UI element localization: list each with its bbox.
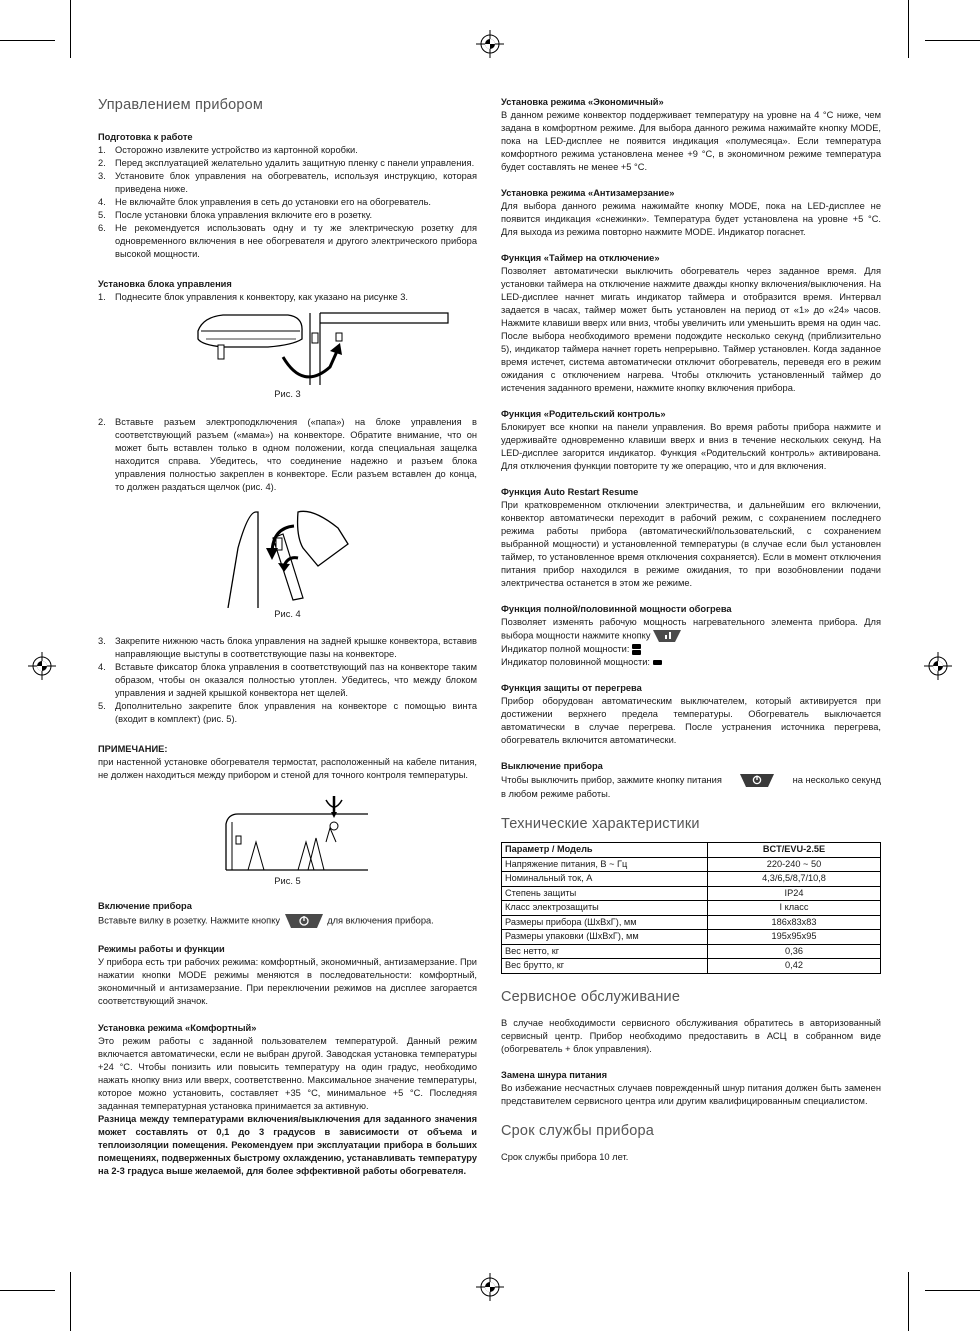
restart-heading: Функция Auto Restart Resume	[501, 487, 639, 497]
left-column	[98, 96, 477, 1178]
half-power-indicator: Индикатор половинной мощности:	[501, 656, 881, 669]
list-item: 3. Закрепите нижнюю часть блока управления на задней крышке конвектора, вставив направляющие выступы в соответствующие пазы на конвекторе.	[98, 636, 477, 659]
install-list-3	[98, 635, 477, 726]
figure-5-illustration	[98, 792, 477, 872]
list-item: 5. Дополнительно закрепите блок управления на конвекторе с помощью винта (входит в комплект) (рис. 5).	[98, 701, 477, 724]
figure-3	[98, 309, 477, 401]
service-title: Сервисное обслуживание	[501, 988, 681, 1005]
crop-mark	[70, 1272, 71, 1331]
note-heading: ПРИМЕЧАНИЕ:	[98, 744, 168, 754]
table-row: Номинальный ток, А 4,3/6,5/8,7/10,8	[502, 872, 881, 887]
full-power-indicator: Индикатор полной мощности:	[501, 643, 881, 656]
page-title: Управлением прибором	[98, 97, 264, 113]
table-row: Вес брутто, кг 0,42	[502, 959, 881, 974]
crop-mark	[70, 0, 71, 58]
table-header-row	[502, 843, 881, 858]
figure-4-caption: Рис. 4	[274, 609, 301, 619]
power-off-text: Чтобы выключить прибор, зажмите кнопку питания на несколько секунд	[501, 773, 881, 788]
overheat-text: Прибор оборудован автоматическим выключателем, который активируется при достижении верхнего предела температуры. Обогреватель выключается автоматически в случае перегрева. После устранения источника перегрева, обогреватель включится автоматически.	[501, 696, 881, 745]
eco-text: В данном режиме конвектор поддерживает температуру на уровне на 4 °C ниже, чем задана в комфортном режиме. Для выбора данного режима нажимайте кнопку MODE, пока на LED-дисплее не появится индикация «полумесяца». Если температура комфортного режима установлена менее +9 °C, в экономичном режиме температура будет составлять не менее +5 °C.	[501, 110, 881, 172]
registration-mark-icon	[28, 652, 56, 680]
list-item: 4. Не включайте блок управления в сеть до установки его на обогреватель.	[98, 197, 431, 207]
list-item: 1. Поднесите блок управления к конвектору, как указано на рисунке 3.	[98, 292, 409, 302]
install-list-1	[98, 291, 477, 304]
crop-mark	[908, 1272, 909, 1331]
table-row: Напряжение питания, В ~ Гц 220-240 ~ 50	[502, 857, 881, 872]
figure-4	[98, 508, 477, 624]
service-text: В случае необходимости сервисного обслуживания обратитесь в авторизованный сервисный центр. Прибор необходимо предоставить в АСЦ в собранном виде (обогреватель + блок управления).	[501, 1017, 881, 1054]
prep-list	[98, 144, 477, 261]
table-row: Вес нетто, кг 0,36	[502, 944, 881, 959]
figure-4-illustration	[98, 508, 477, 608]
crop-mark	[0, 1290, 55, 1291]
list-item: 3. Установите блок управления на обогреватель, используя инструкцию, которая приведена ниже.	[98, 171, 477, 194]
timer-heading: Функция «Таймер на отключение»	[501, 253, 660, 263]
parental-text: Блокирует все кнопки на панели управления. Во время работы прибора нажмите и удерживайте одновременно клавиши вверх и вниз в течение нескольких секунд. На LED-дисплее загорится индикатор. Функция «Родительский контроль» активирована. Для отключения функции повторите ту же операцию, что и для включения.	[501, 422, 881, 471]
power-level-heading: Функция полной/половинной мощности обогрева	[501, 604, 732, 614]
lifetime-text: Срок службы прибора 10 лет.	[501, 1151, 629, 1162]
figure-5-caption: Рис. 5	[274, 876, 301, 886]
list-item: 2. Перед эксплуатацией желательно удалить защитную пленку с панели управления.	[98, 158, 475, 168]
specs-title: Технические характеристики	[501, 816, 700, 832]
prep-heading: Подготовка к работе	[98, 132, 193, 142]
comfort-bold-text: Разница между температурами включения/выключения для заданного значения может составлять от 0,1 до 3 градусов в зависимости от объема и теплоизоляции помещения. Рекомендуем при эксплуатации прибора в больших помещениях, подверженных быстрому охлаждению, устанавливать температуру на 2-3 градуса выше желаемой, для более эффективной работы обогревателя.	[98, 1114, 477, 1176]
figure-3-caption: Рис. 3	[274, 389, 301, 399]
full-power-indicator-icon	[632, 644, 641, 656]
list-item: 1. Осторожно извлеките устройство из картонной коробки.	[98, 145, 358, 155]
power-on-text: Вставьте вилку в розетку. Нажмите кнопку для включения прибора.	[98, 913, 477, 929]
power-level-text: Позволяет изменять рабочую мощность нагревательного элемента прибора. Для выбора мощности нажмите кнопку	[501, 616, 881, 643]
registration-mark-icon	[476, 1273, 504, 1301]
comfort-heading: Установка режима «Комфортный»	[98, 1023, 257, 1033]
lifetime-title: Срок службы прибора	[501, 1122, 655, 1139]
list-item: 5. После установки блока управления включите его в розетку.	[98, 210, 373, 220]
figure-5	[98, 792, 477, 888]
crop-mark	[908, 0, 909, 58]
power-off-text-2: в любом режиме работы.	[501, 789, 611, 799]
cord-heading: Замена шнура питания	[501, 1069, 608, 1080]
table-row: Степень защиты IP24	[502, 886, 881, 901]
table-header-cell: BCT/EVU-2.5E	[708, 843, 881, 858]
power-button-icon	[285, 913, 323, 929]
install-heading: Установка блока управления	[98, 279, 232, 289]
crop-mark	[0, 40, 55, 41]
half-power-indicator-icon	[653, 660, 662, 666]
note-text: при настенной установке обогревателя термостат, расположенный на кабеле питания, не должен находиться между прибором и стеной для точного контроля температуры.	[98, 757, 477, 780]
timer-text: Позволяет автоматически выключить обогреватель через заданное время. Для установки таймера на отключение нажмите дважды кнопку включения/выключения. На LED-дисплее начнет мигать индикатор таймера и отобразится время. Интервал задается в часах, таймер может быть установлен на период от «1» до «24» часов. Нажмите клавиши вверх или вниз, чтобы увеличить или уменьшить время на один час. После выбора необходимого времени подождите несколько секунд (приблизительно 5), индикатор таймера начнет гореть непрерывно. Таймер установлен. Когда заданное время истечет, система автоматически отключит обогреватель, переведя его в режим ожидания с отключением нагрева. Чтобы отключить установленный таймер до истечения заданного времени, нажмите кнопку включения прибора.	[501, 266, 881, 393]
comfort-text: Это режим работы с заданной пользователем температурой. Данный режим включается автоматически, если не выбран другой. Заводская установка температуры +24 °C. Чтобы понизить или повысить температуру на один градус, необходимо нажать кнопку вниз или вверх, соответственно. Максимальное значение температуры, которое можно установить, составляет +35 °C, минимальное +5 °C. Последняя заданная температурная установка принимается за активную.	[98, 1036, 477, 1111]
power-off-heading: Выключение прибора	[501, 761, 603, 771]
antifreeze-text: Для выбора данного режима нажимайте кнопку MODE, пока на LED-дисплее не появится индикация «снежинки». Температура будет установлена на уровне +5 °C. Для выхода из режима повторно нажмите MODE. Индикатор погаснет.	[501, 201, 881, 237]
list-item: 6. Не рекомендуется использовать одну и ту же электрическую розетку для одновременного включения в нее обогревателя и другого электрического прибора высокой мощности.	[98, 223, 477, 259]
modes-heading: Режимы работы и функции	[98, 944, 225, 954]
table-row: Размеры упаковки (ШхВхГ), мм 195x95x95	[502, 930, 881, 945]
list-item: 2. Вставьте разъем электроподключения («папа») на блоке управления в соответствующий разъем («мама») на конвекторе. Обратите внимание, что он может быть вставлен только в одном положении, когда специальная защелка находится справа. Убедитесь, что соединение надежно и разъем блока управления полностью закреплен в конвекторе. Если разъем вставлен до конца, то должен раздаться щелчок (рис. 4).	[98, 417, 477, 492]
registration-mark-icon	[924, 652, 952, 680]
table-row: Класс электрозащиты I класс	[502, 901, 881, 916]
list-item: 4. Вставьте фиксатор блока управления в соответствующий паз на конвекторе таким образом, чтобы он оказался полностью утоплен. Убедитесь, что между блоком управления и задней крышкой конвектора нет щелей.	[98, 662, 477, 698]
right-column	[501, 96, 881, 1164]
power-button-icon	[740, 773, 774, 788]
table-row: Размеры прибора (ШхВхГ), мм 186x83x83	[502, 915, 881, 930]
crop-mark	[925, 1290, 980, 1291]
restart-text: При кратковременном отключении электричества, и дальнейшим его включении, конвектор автоматически переходит в рабочий режим, с сохранением последнего режима работы прибора (автоматический/пользовательский, с сохранением выбранной мощности) и установленной температуры (в случае если был установлен таймер, то установленное время отключения сохраняется). Если в момент отключения питания прибор находился в режиме ожидания, то при возобновлении подачи электричества останется в этом же режиме.	[501, 500, 881, 588]
eco-heading: Установка режима «Экономичный»	[501, 97, 664, 107]
registration-mark-icon	[476, 30, 504, 58]
cord-text: Во избежание несчастных случаев поврежденный шнур питания должен быть заменен представителем сервисного центра или другим квалифицированным специалистом.	[501, 1082, 881, 1106]
figure-3-illustration	[98, 309, 477, 387]
install-list-2	[98, 416, 477, 494]
antifreeze-heading: Установка режима «Антизамерзание»	[501, 188, 675, 198]
table-header-cell: Параметр / Модель	[502, 843, 708, 858]
overheat-heading: Функция защиты от перегрева	[501, 683, 642, 693]
specs-table	[501, 842, 881, 974]
modes-text: У прибора есть три рабочих режима: комфортный, экономичный, антизамерзание. При нажатии кнопки MODE режимы меняются в последовательности: комфортный, экономичный и антизамерзание. При переключении режимов на дисплее загорается соответствующий значок.	[98, 957, 477, 1006]
crop-mark	[925, 40, 980, 41]
power-level-button-icon	[653, 629, 681, 643]
power-on-heading: Включение прибора	[98, 901, 192, 911]
parental-heading: Функция «Родительский контроль»	[501, 409, 666, 419]
